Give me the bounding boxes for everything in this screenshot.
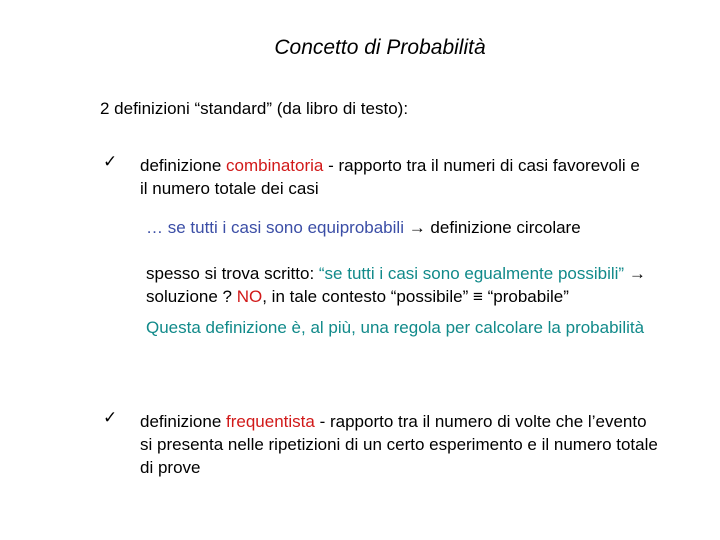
- checkmark-icon: ✓: [103, 408, 118, 428]
- definition-combinatorial: [140, 154, 640, 200]
- note2-text-after: , in tale contesto “possibile” ≡ “probabile”: [262, 287, 569, 306]
- def1-text-after: - rapporto tra il numeri di casi favorevoli e il numero totale dei casi: [140, 156, 640, 198]
- note2-highlight-no: NO: [236, 287, 263, 306]
- note-circular-definition: [146, 216, 666, 239]
- note1-highlight: … se tutti i casi sono equiprobabili: [146, 218, 404, 237]
- note-possible-vs-probable: [146, 262, 686, 308]
- note1-text-after: → definizione circolare: [403, 218, 581, 237]
- slide-title: Concetto di Probabilità: [274, 36, 486, 59]
- note2-text-mid: → soluzione ?: [146, 264, 646, 306]
- note2-highlight: “se tutti i casi sono egualmente possibili”: [318, 264, 625, 283]
- note3-text-before: Questa definizione è, al più, una: [146, 318, 394, 337]
- checkmark-icon: ✓: [103, 152, 118, 172]
- def2-highlight: frequentista: [226, 412, 315, 431]
- def1-highlight: combinatoria: [226, 156, 324, 175]
- def2-text-before: definizione: [140, 412, 227, 431]
- note2-text-before: spesso si trova scritto:: [146, 264, 319, 283]
- note-calculation-rule: [146, 316, 646, 339]
- def2-text-after: - rapporto tra il numero di volte che l’evento si presenta nelle ripetizioni di un certo esperimento e il numero totale di prove: [140, 412, 658, 477]
- def1-text-before: definizione: [140, 156, 227, 175]
- slide-subtitle: 2 definizioni “standard” (da libro di testo):: [100, 99, 409, 118]
- definition-frequentist: [140, 410, 660, 479]
- note3-highlight: regola per calcolare la probabilità: [393, 318, 645, 337]
